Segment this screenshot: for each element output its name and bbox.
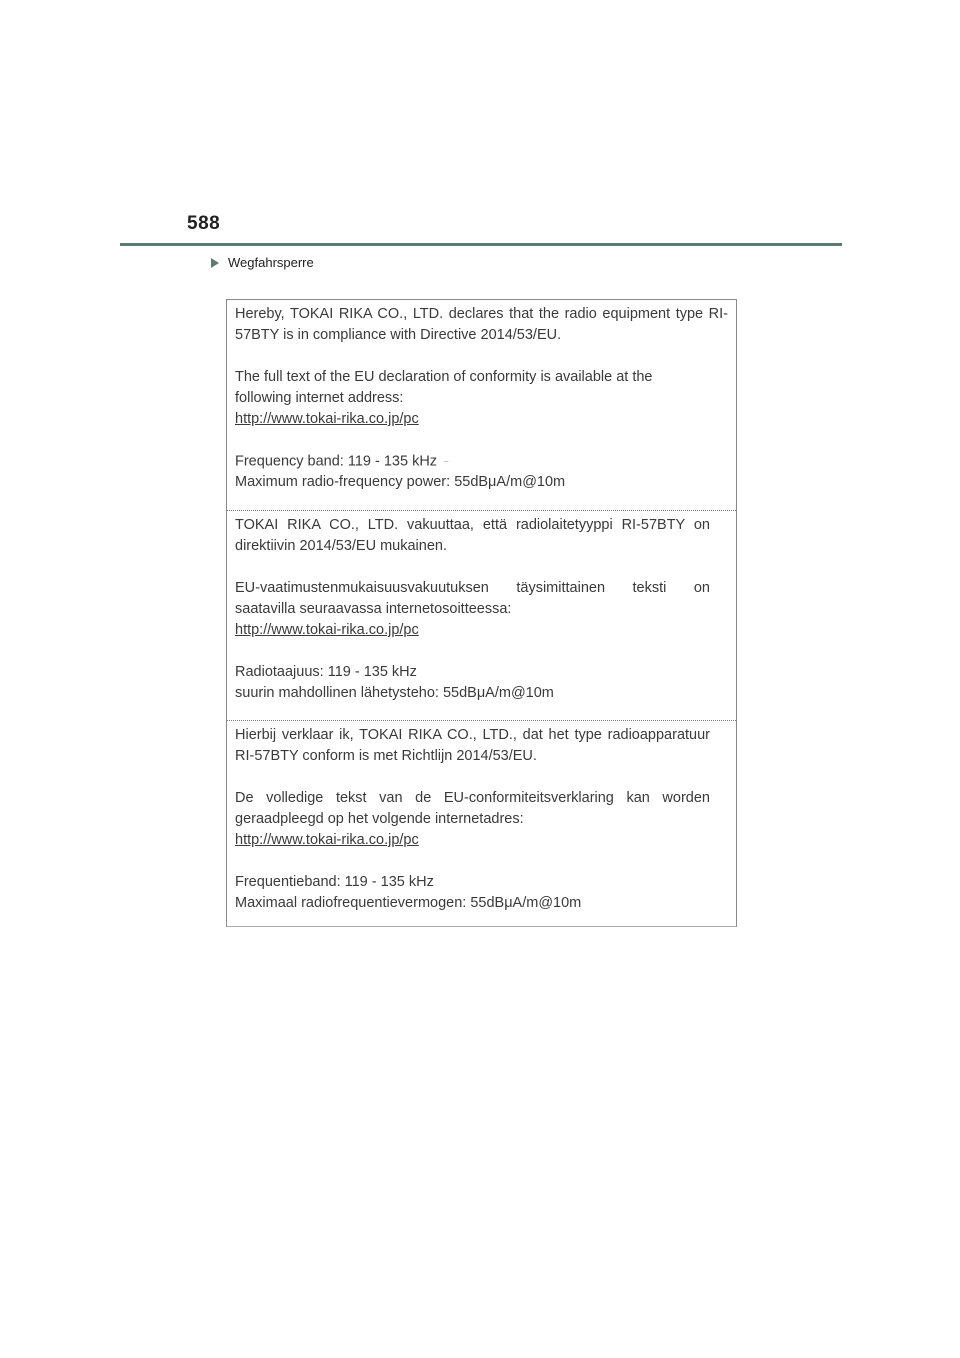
frequency-band: Frequentieband: 119 - 135 kHz bbox=[235, 874, 434, 890]
technical-data bbox=[235, 872, 710, 914]
declaration-english bbox=[227, 300, 736, 510]
page-number: 588 bbox=[187, 213, 221, 234]
availability-line: saatavilla seuraavassa internetosoitteessa: bbox=[235, 601, 512, 617]
availability-line: geraadpleegd op het volgende internetadres: bbox=[235, 811, 524, 827]
frequency-band: Radiotaajuus: 119 - 135 kHz bbox=[235, 664, 417, 680]
availability-text bbox=[235, 578, 710, 641]
availability-line: The full text of the EU declaration of conformity is available at the bbox=[235, 369, 653, 385]
frequency-band: Frequency band: 119 - 135 kHz bbox=[235, 453, 438, 470]
declaration-url-link[interactable]: http://www.tokai-rika.co.jp/pc bbox=[235, 622, 419, 638]
availability-line: following internet address: bbox=[235, 390, 404, 406]
technical-data bbox=[235, 451, 728, 493]
section-heading bbox=[211, 255, 314, 270]
availability-line: EU-vaatimustenmukaisuusvakuutuksen täysimittainen teksti on bbox=[235, 580, 710, 596]
max-power: Maximaal radiofrequentievermogen: 55dBμA/m@10m bbox=[235, 895, 582, 911]
declaration-finnish bbox=[227, 510, 736, 720]
header-rule bbox=[120, 243, 842, 246]
availability-line: De volledige tekst van de EU-conformiteitsverklaring kan worden bbox=[235, 790, 710, 806]
conformity-statement: Hereby, TOKAI RIKA CO., LTD. declares that the radio equipment type RI-57BTY is in compliance with Directive 2014/53/EU. bbox=[235, 306, 728, 343]
max-power: Maximum radio-frequency power: 55dBμA/m@10m bbox=[235, 474, 566, 491]
declaration-box bbox=[226, 299, 737, 927]
max-power: suurin mahdollinen lähetysteho: 55dBμA/m@10m bbox=[235, 685, 554, 701]
declaration-url-link[interactable]: http://www.tokai-rika.co.jp/pc bbox=[235, 832, 419, 848]
technical-data bbox=[235, 662, 710, 704]
declaration-dutch bbox=[227, 720, 736, 926]
conformity-statement: TOKAI RIKA CO., LTD. vakuuttaa, että radiolaitetyyppi RI-57BTY on direktiivin 2014/53/EU mukainen. bbox=[235, 517, 710, 554]
availability-text bbox=[235, 367, 728, 430]
conformity-statement: Hierbij verklaar ik, TOKAI RIKA CO., LTD., dat het type radioapparatuur RI-57BTY conform is met Richtlijn 2014/53/EU. bbox=[235, 727, 710, 764]
declaration-url-link[interactable]: http://www.tokai-rika.co.jp/pc bbox=[235, 411, 419, 427]
check-mark-icon: ⌣ bbox=[443, 456, 449, 466]
availability-text bbox=[235, 788, 710, 851]
triangle-bullet-icon bbox=[211, 258, 219, 268]
section-heading-text: Wegfahrsperre bbox=[228, 255, 314, 270]
